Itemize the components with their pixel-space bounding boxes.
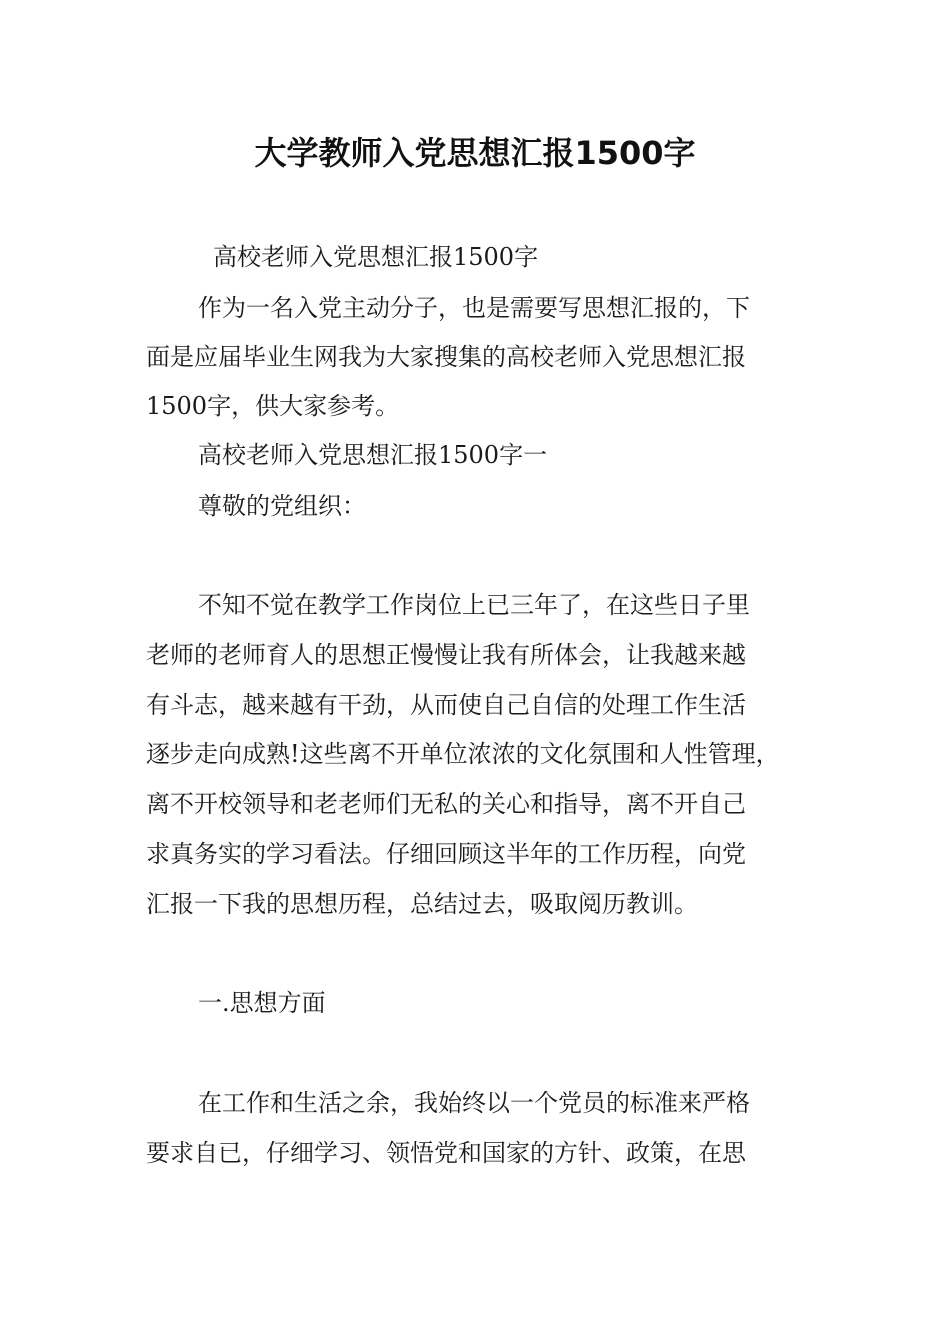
- section-heading: 一.思想方面: [198, 989, 326, 1017]
- document-subtitle: 高校老师入党思想汇报1500字: [213, 243, 539, 271]
- paragraph-line: 逐步走向成熟!这些离不开单位浓浓的文化氛围和人性管理，: [146, 740, 780, 768]
- paragraph-line: 汇报一下我的思想历程，总结过去，吸取阅历教训。: [146, 890, 698, 918]
- salutation: 尊敬的党组织：: [198, 492, 366, 520]
- intro-line: 作为一名入党主动分子，也是需要写思想汇报的，下: [198, 294, 750, 322]
- paragraph-line: 求真务实的学习看法。仔细回顾这半年的工作历程，向党: [146, 840, 746, 868]
- section-title: 高校老师入党思想汇报1500字一: [198, 441, 548, 469]
- paragraph-line: 要求自已，仔细学习、领悟党和国家的方针、政策，在思: [146, 1139, 746, 1167]
- paragraph-line: 老师的老师育人的思想正慢慢让我有所体会，让我越来越: [146, 641, 746, 669]
- intro-line: 面是应届毕业生网我为大家搜集的高校老师入党思想汇报: [146, 343, 746, 371]
- paragraph-line: 在工作和生活之余，我始终以一个党员的标准来严格: [198, 1089, 750, 1117]
- paragraph-line: 离不开校领导和老老师们无私的关心和指导，离不开自己: [146, 790, 746, 818]
- intro-line: 1500字，供大家参考。: [146, 392, 400, 420]
- paragraph-line: 有斗志，越来越有干劲，从而使自己自信的处理工作生活: [146, 691, 746, 719]
- paragraph-line: 不知不觉在教学工作岗位上已三年了，在这些日子里: [198, 591, 750, 619]
- document-title: 大学教师入党思想汇报1500字: [254, 134, 696, 172]
